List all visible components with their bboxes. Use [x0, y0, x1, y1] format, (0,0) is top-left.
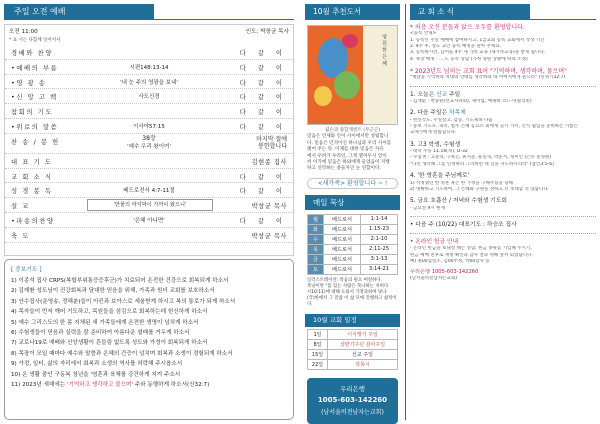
prayer-number: 6)	[11, 330, 19, 337]
prayer-item	[11, 286, 287, 296]
news-item-line: "다신 생각해 그를 인정하라 그리하면 네 길을 지도하시리라" (잠언3:5-6)	[410, 161, 554, 167]
news-item-number: 2. 다음 주일은	[410, 110, 450, 117]
news-item-heading	[410, 92, 596, 99]
prayer-highlight: '기억하고 생각하고 물으며'	[65, 382, 133, 389]
schedule-day: 1일	[308, 329, 328, 339]
schedule-day: 22일	[308, 359, 328, 369]
prayer-text: 주와 동행하게 하소서(신32:7)	[133, 382, 210, 389]
book-desc-line: 하고 신탁하는 종들자인 눈 연합이다.	[307, 166, 381, 172]
church-news-page	[305, 4, 596, 420]
liturgy-text: 시편148:13-14	[129, 64, 169, 71]
bible-note-line: 시10:11)에 대해 도와서 가정과하여 당나	[307, 289, 387, 295]
news-item-heading	[410, 110, 596, 117]
schedule-row	[308, 349, 398, 359]
book-desc-lines	[307, 134, 398, 172]
news-item-tag: 하목제	[449, 110, 466, 117]
liturgy-row	[5, 198, 293, 213]
prayer-number: 7)	[11, 340, 19, 347]
book-tab: 10월 추천도서	[305, 4, 400, 19]
liturgy-row	[5, 169, 293, 184]
bible-note-line: 일러스트레이션: 복음의 필요 여전하다.	[307, 277, 382, 283]
liturgy-label: •파송의찬양	[11, 217, 55, 225]
news-item-number: 1. 오늘은	[410, 91, 437, 98]
book-tab-divider	[305, 19, 400, 20]
hymn-number: 38장	[142, 134, 156, 142]
bible-note-line: 복낭이란 "몸 있는 사람은 북나하는 저희다	[307, 283, 389, 289]
liturgy-leader: 다 같 이	[239, 173, 287, 181]
schedule-row	[308, 359, 398, 369]
worship-order-page	[4, 4, 294, 420]
prayer-text: 목자들이 먼저 깨어 기도하고, 목원들을 섬김으로 회복하는데 헌신하게 하소서	[18, 309, 208, 316]
liturgy-label: •영 광 송	[11, 79, 47, 87]
book-cover-shape	[342, 34, 358, 48]
registration-line: 3. 등록하시면, 남서울 4주 새 가족 교육 (새가족교육)을 받게 됩니다.	[410, 50, 546, 56]
registration-line: 4. 목장 배정 : ... 도 등록 상담 (가정 형편 상황에 따라 조정)	[410, 56, 528, 62]
liturgy-label: •위로의 말씀	[11, 123, 59, 131]
prayer-item	[11, 297, 287, 307]
news-item-number: 4. '한 영혼을 주님께로'	[410, 173, 470, 180]
news-item-line: - 대학 수능 11.16(목), D-32	[410, 149, 468, 155]
bible-row	[308, 214, 398, 224]
bible-day: 토	[308, 264, 324, 274]
prayer-number: 11)	[11, 382, 23, 389]
liturgy-label: 대 표 기 도	[11, 158, 53, 166]
prayer-text: 안수집사(운영송, 정해춘)들이 아킨과 보아스로 세움받게 하시고 복의 통로가 되게 하소서	[18, 298, 236, 305]
liturgy-text: '은혜 아니면'	[133, 217, 165, 224]
book-cover-shape	[334, 71, 360, 99]
news-theme: * 2023년도 넘치는 교회 표어 "기억하며, 생각하며, 물으며"	[410, 68, 567, 76]
offering-line: - 온라인 헌금을 보내실 때는 성함, 헌금 종류를 기입해 주시기,	[410, 246, 532, 252]
offering-lines	[410, 246, 596, 265]
bank-name: 우리은행	[339, 384, 366, 393]
liturgy-row	[5, 119, 293, 134]
liturgy-text: 이사야57:15	[133, 123, 165, 130]
bible-tab: 매일 묵상	[305, 195, 400, 210]
bible-ref: 2:1-10	[360, 234, 397, 244]
liturgy-rows	[5, 45, 293, 243]
liturgy-leader: 다 같 이	[239, 217, 287, 225]
bible-book: 베드로서	[324, 224, 361, 234]
liturgy-row	[5, 89, 293, 104]
liturgy-row	[5, 154, 293, 169]
bible-ref: 1:15-23	[360, 224, 397, 234]
news-item-line: 2) 명확하고 기도하여, 그 은혜와 구원을 전하고 더 초대합 것 있습니다.	[410, 186, 550, 192]
prayer-number: 5)	[11, 319, 19, 326]
liturgy-row	[5, 228, 293, 243]
offering-line: 헌금 예배 전후로 재정 확인과 감사 결과 위해 앞서 되었습니다.	[410, 252, 533, 258]
news-item-line: - 금요일 9시 현재	[410, 205, 445, 211]
liturgy-leader: 박창균 목사	[251, 232, 287, 240]
prayer-text: 가정, 일터, 삶의 자리에서 회복과 소생의 역사를 허락해 주시옵소서	[18, 361, 183, 368]
news-item-heading	[410, 142, 596, 149]
intercession-list	[11, 276, 287, 390]
liturgy-row	[5, 134, 293, 154]
offering-note: 마지막 절에	[256, 135, 287, 143]
liturgy-row	[5, 183, 293, 198]
liturgy-label: •신 앙 고 백	[11, 94, 58, 102]
schedule-day: 15일	[308, 349, 328, 359]
news-item-line: 교제가에게 말씀합니다.	[410, 130, 457, 136]
book-desc-line: 믿음은 언제와 인이 사이에서만 성립합니	[307, 134, 389, 140]
bible-book: 베드로서	[324, 264, 361, 274]
worship-header-tab: 주일 오전 예배	[4, 4, 154, 20]
news-item-tail: 주일	[449, 91, 461, 98]
prayer-text: 수험생들이 믿음과 실력을 잘 준비하여 아름다운 열매를 거두게 하소서	[18, 330, 190, 337]
news-tab-divider	[410, 19, 596, 20]
liturgy-row	[5, 75, 293, 90]
liturgy-text: '내 눈 주의 영광을 보네'	[120, 79, 178, 86]
prayer-item	[11, 380, 287, 390]
bible-row	[308, 264, 398, 274]
offering-note: 봉헌합니다	[258, 142, 287, 150]
bible-day: 화	[308, 224, 324, 234]
bible-row	[308, 224, 398, 234]
liturgy-row	[5, 45, 293, 60]
schedule-table	[307, 329, 398, 370]
bible-book: 베드로서	[324, 254, 361, 264]
liturgy-label: 경배와 찬양	[11, 50, 54, 57]
registration-line: 2. 4주 후, 장도 교인 등록 예정을 갈아 주세요.	[410, 44, 502, 50]
prayer-item	[11, 276, 287, 286]
bible-ref: 3:14-21	[360, 264, 397, 274]
bank-account: 1005-603-142260	[317, 395, 388, 404]
bible-day: 월	[308, 214, 324, 224]
prayer-number: 10)	[11, 371, 23, 378]
news-item-heading	[410, 173, 596, 180]
prayer-text: 예수 그리스도의 한 몸 지체된 새 가족들에게 온전한 생명이 넘치게 하소서	[18, 319, 199, 326]
hymn-title: '예수 우리 왕이여'	[127, 143, 171, 150]
liturgy-text: 사도신경	[138, 94, 160, 101]
liturgy-label: 교 회 소 식	[11, 173, 53, 181]
offering-title: • 온라인 헌금 안내	[410, 239, 459, 246]
liturgy-leader: 다 같 이	[239, 109, 287, 117]
registration-line: 1. 등록인 주일 예배에 참여하시고, 1급교회 등록 교회에서 작성 기간	[410, 37, 545, 43]
bible-book: 베드로서	[324, 214, 361, 224]
sermon-title: '만물의 마지막이 가까이 왔으니'	[87, 199, 213, 211]
liturgy-row	[5, 213, 293, 228]
schedule-event: 선교 주일	[328, 349, 398, 359]
bible-reading-table	[307, 214, 398, 275]
separator	[410, 216, 596, 217]
separator	[410, 233, 596, 234]
hymn-info	[67, 135, 231, 151]
prayer-item	[11, 328, 287, 338]
schedule-row	[308, 329, 398, 339]
registration-guide	[410, 31, 596, 63]
news-item-line: 1) 작정했던 한 영혼 혹은 한 가정을 구해주셨을 향해	[410, 180, 514, 186]
book-cover-image	[307, 25, 398, 125]
book-desc-line: 맺어 주는 뜻. 이제를 대한 믿음은 자유	[307, 147, 384, 153]
book-desc-line: 에서 우려가 우리인, 그게 열어두시 얻이	[307, 153, 387, 159]
prayer-text: 2023년 새해에는	[22, 382, 66, 389]
next-week-prayer: • 다음 주 (10/22) 대표기도 : 하승조 집사	[410, 221, 517, 228]
bible-ref: 3:1-13	[360, 254, 397, 264]
liturgy-leader: 박창균 목사	[251, 203, 287, 211]
news-content	[410, 24, 596, 282]
bible-day: 수	[308, 234, 324, 244]
prayer-item	[11, 338, 287, 348]
welcome-banner: <새가족> 환영합니다 ~ !	[307, 178, 398, 189]
liturgy-leader	[256, 136, 287, 150]
news-theme-verse: "옛날을 기억하라 역대의 연대를 생각하라 네 아버지에게 물으라" (신명기32:7)	[410, 75, 566, 81]
prayer-text: 온 생활 줌인 구동복 청년을 '염혼과 육체를 강건하게 지켜 주소서	[22, 371, 181, 378]
liturgy-leader: 다 같 이	[239, 188, 287, 196]
book-desc-line: 히 이기에 믿음은 하와에게 들었음이 지행	[307, 160, 390, 166]
book-cover-shape	[314, 86, 332, 106]
schedule-event: 상반기주년 감사주일	[328, 339, 398, 349]
right-column	[405, 4, 596, 420]
liturgy-row	[5, 104, 293, 119]
liturgy-box	[4, 24, 294, 256]
service-time: 오전 11:00	[9, 29, 38, 35]
prayer-number: 3)	[11, 298, 19, 305]
liturgy-row	[5, 60, 293, 75]
bank-info-box	[307, 378, 398, 424]
news-item-line: - 수험생 : 고준혁, 구보은, 휴지준, 운동혁, 박준서, 정미인 (은유 준성원)	[410, 155, 552, 161]
prayer-number: 1)	[11, 278, 19, 284]
bible-row	[308, 234, 398, 244]
prayer-item	[11, 359, 287, 369]
news-item-number: 3. 고3 학생, 수험생	[410, 141, 461, 148]
schedule-event: 이식행기 주일	[328, 329, 398, 339]
news-item-heading	[410, 198, 596, 205]
bible-note-line: (국)한에서 그 말씀 이 삶 모에 진행하고 삶적이다.	[307, 295, 397, 307]
header-divider	[4, 19, 294, 20]
bible-book: 베드로서	[324, 234, 361, 244]
offering-holder: (남서울비전남자는교회)	[410, 275, 457, 281]
book-desc-line: 다. 믿음은 인격이신 하나님과 우리 사이를	[307, 140, 392, 146]
bible-ref: 1:1-14	[360, 214, 397, 224]
liturgy-text: 베드로전서 4:7-11절	[123, 188, 175, 195]
liturgy-label: 축 도	[11, 232, 30, 240]
bible-note	[307, 278, 398, 308]
liturgy-leader: 다 같 이	[239, 50, 287, 57]
separator	[410, 86, 596, 87]
news-tab: 교 회 소 식	[410, 4, 530, 19]
standing-note: * 표 시는 다함께 일어서서	[9, 38, 61, 43]
book-description	[307, 128, 398, 173]
liturgy-leader: 다 같 이	[239, 94, 287, 102]
bible-day: 금	[308, 254, 324, 264]
liturgy-leader: 다 같 이	[239, 123, 287, 131]
prayer-number: 8)	[11, 350, 19, 357]
bible-ref: 2:11-25	[360, 244, 397, 254]
service-meta	[9, 27, 289, 36]
bible-book: 베드로서	[324, 244, 361, 254]
liturgy-label: •예배의 부름	[11, 64, 59, 72]
bible-row	[308, 254, 398, 264]
prayer-number: 2)	[11, 288, 19, 295]
left-column	[305, 4, 400, 420]
offering-bank: 우리은행 1005-603-142260	[410, 268, 479, 275]
news-item-line: - 중보 기도모. 축복, 범주 은혜 응요르 회에게 들시 가서, 간식 쉼입을 준비하는 기쁨은	[410, 124, 578, 130]
book-caption: 윌슨과 종합재엔트 (무근곤)	[324, 128, 381, 133]
liturgy-label: 참회의 기도	[11, 109, 54, 117]
liturgy-leader: 다 같 이	[239, 64, 287, 72]
schedule-event: 하목시	[328, 359, 398, 369]
offering-line: 예) 홍00십일조, 김00주정, 박00감사 등	[410, 259, 490, 265]
book-cover-title: 영 원 한 은 혜	[381, 34, 387, 66]
prayer-text: 목장이 모일 때마다 예수와 말씀과 은혜의 간증이 넘치며 회복과 소생이 경험되게 하소서	[18, 350, 233, 357]
prayer-number: 4)	[11, 309, 19, 316]
prayer-item	[11, 349, 287, 359]
prayer-text: 교로나19로 예배와 신앙생활이 흔들림 없도록 성도와 가정이 회복되게 하소서	[18, 340, 208, 347]
intercession-title: [ 중보기도 ]	[11, 267, 42, 273]
liturgy-label: 찬 송 / 봉 헌	[11, 138, 60, 146]
service-leader: 인도: 박창균 목사	[245, 29, 289, 35]
news-item-tag: 선교	[436, 91, 450, 98]
bank-holder: (남서울비전남자는교회)	[321, 408, 384, 416]
registration-line: <등록 안내>	[410, 31, 437, 37]
prayer-number: 9)	[11, 361, 19, 368]
news-item-number: 5. 금요 호흡산 / 저녁와 수험생 기도회	[410, 198, 507, 205]
liturgy-label: 성 경 봉 독	[11, 188, 53, 196]
prayer-item	[11, 370, 287, 380]
news-item-line: - 김재환 : 박중원(선교사파회), 제이업, 예제하 코드시(필리핀)	[410, 99, 532, 105]
schedule-row	[308, 339, 398, 349]
news-items	[410, 92, 596, 212]
schedule-day: 8일	[308, 339, 328, 349]
liturgy-leader: 김현종 집사	[251, 158, 287, 166]
prayer-item	[11, 307, 287, 317]
bible-row	[308, 244, 398, 254]
bible-day: 목	[308, 244, 324, 254]
prayer-text: 이종석 집사 CRPS(복합부위통증증후군)가 치료되어 온전한 건강으로 회복되게 하소서	[18, 278, 229, 284]
schedule-tab: 10월 교회 일정	[305, 314, 400, 327]
intercession-box	[4, 259, 294, 420]
news-lead: * 처음 오신 분들과 앉으 오두를 환영합니다.	[410, 24, 525, 31]
liturgy-label: 설 교	[11, 203, 30, 211]
liturgy-leader: 다 같 이	[239, 79, 287, 87]
news-item-line: - 헌신각도, 주일살고, 감동, 기도제목 나눔	[410, 117, 493, 123]
prayer-item	[11, 318, 287, 328]
prayer-text: 김재환 성도님이 건강회복과 담대한 믿음을 위해, 가족과 원더 교회를 보호하소서	[18, 288, 215, 295]
